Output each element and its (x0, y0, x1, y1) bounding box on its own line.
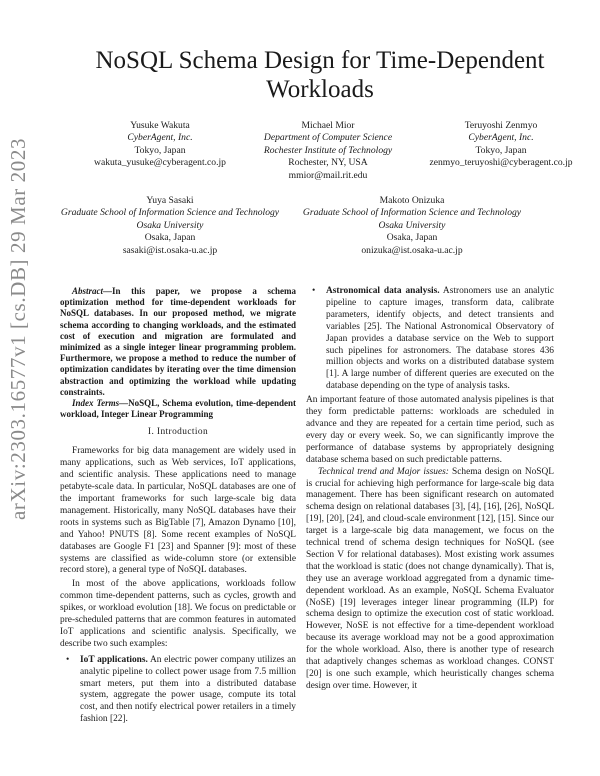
example-list (60, 655, 296, 726)
paper-title: NoSQL Schema Design for Time-Dependent Workloads (95, 47, 545, 103)
paragraph-label: Technical trend and Major issues: (318, 466, 449, 477)
author-email: onizuka@ist.osaka-u.ac.jp (361, 244, 463, 256)
abstract-label: Abstract (72, 286, 104, 296)
author-name: Teruyoshi Zenmyo (464, 120, 538, 131)
author-location: Tokyo, Japan (475, 144, 527, 156)
author-name: Yusuke Wakuta (130, 120, 190, 131)
right-paragraph-2 (306, 467, 554, 693)
intro-paragraph-1: Frameworks for big data management are widely used in many applications, such as Web services, IoT applications, and scientific analysis. These applications need to manage petabyte-scale data. In particular, NoSQL databases are one of the important frameworks for such large-scale big data management. Historically, many NoSQL databases have their roots in systems such as BigTable [7], Amazon Dynamo [10], and Yahoo! PNUTS [8]. Some recent examples of NoSQL databases are Google F1 [23] and Spanner [9]: most of these systems are classified as wide-column store (or extensible record store), a general type of NoSQL databases. (60, 446, 296, 576)
arxiv-identifier: arXiv:2303.16577v1 [cs.DB] 29 Mar 2023 (6, 137, 30, 520)
bullet-text: Astronomers use an analytic pipeline to capture images, transform data, calibrate parameters, identify objects, and detect transients and variables [25]. The National Astronomical Observatory of Japan provides a database service on the Web to support such pipelines for astronomers. The database stores 436 million objects and works on a distributed database system [1]. A large number of different queries are executed on the database depending on the type of analysis tasks. (326, 286, 554, 392)
list-item (60, 655, 296, 726)
author-name: Michael Mior (301, 120, 355, 131)
index-terms (60, 398, 296, 420)
index-terms-label: Index Terms (72, 398, 120, 409)
author-block-5 (294, 195, 530, 257)
author-affiliation: Osaka University (378, 219, 446, 231)
author-email: zenmyo_teruyoshi@cyberagent.co.jp (429, 157, 573, 169)
paragraph-text: Schema design on NoSQL is crucial for achieving high performance for large-scale big data management. There has been significant research on automated schema design on relational databases [3], [4], [16], [26], NoSQL [19], [20], [24], and cloud-scale environment [12], [15]. Since our target is a large-scale big data management, we focus on the technical trend of schema design techniques for NoSQL (see Section V for relational databases). Most existing work assumes that the workload is static (does not change dynamically). That is, they use an average workload aggregated from a dynamic time-dependent workload. As an example, NoSQL Schema Evaluator (NoSE) [19] leverages integer linear programming (ILP) for schema design to optimize the execution cost of static workload. However, NoSE is not effective for a time-dependent workload because its average workload may not be a good approximation for the whole workload. Also, there is another type of research that adaptively changes schemas as workload changes. CONST [20] is one such example, which heuristically changes schema design over time. However, it (306, 466, 554, 691)
author-location: Rochester, NY, USA (288, 157, 368, 169)
author-name: Yuya Sasaki (146, 195, 194, 206)
author-affiliation: Department of Computer Science (263, 132, 393, 144)
author-affiliation: Rochester Institute of Technology (263, 144, 393, 156)
author-email: sasaki@ist.osaka-u.ac.jp (122, 244, 218, 256)
author-location: Osaka, Japan (144, 232, 196, 244)
list-item (306, 286, 554, 393)
author-block-2 (228, 120, 428, 182)
intro-paragraph-2: In most of the above applications, workloads follow common time-dependent patterns, such as cycles, growth and spikes, or workload evolution [18]. We focus on predictable or pre-scheduled patterns that are common features in automated IoT applications and scientific analysis. Specifically, we describe two such examples: (60, 579, 296, 649)
bullet-label: Astronomical data analysis. (326, 286, 440, 296)
author-email: wakuta_yusuke@cyberagent.co.jp (94, 157, 226, 169)
bullet-label: IoT applications. (80, 654, 148, 665)
author-name: Makoto Onizuka (379, 195, 445, 206)
author-block-1 (78, 120, 242, 170)
index-terms-text: —NoSQL, Schema evolution, time-dependent workload, Integer Linear Programming (60, 398, 296, 420)
abstract (60, 286, 296, 398)
author-email: mmior@mail.rit.edu (288, 169, 368, 181)
author-location: Osaka, Japan (386, 232, 438, 244)
author-block-4 (52, 195, 288, 257)
author-location: Tokyo, Japan (134, 144, 186, 156)
author-affiliation: CyberAgent, Inc. (127, 132, 193, 144)
author-affiliation: Graduate School of Information Science and Technology (60, 207, 280, 219)
author-block-3 (404, 120, 598, 170)
bullet-text: An electric power company utilizes an analytic pipeline to collect power usage from 7.5 million smart meters, put them into a distributed database system, aggregate the power usage, compute its total cost, and then notify electrical power retailers in a timely fashion [22]. (80, 654, 296, 725)
author-affiliation: Graduate School of Information Science and Technology (302, 207, 522, 219)
right-paragraph-1: An important feature of those automated analysis pipelines is that they form predictable patterns: workloads are scheduled in advance and they are repeated for a certain time period, such as every day or every week. So, we can significantly improve the performance of database systems by appropriately designing database schema based on such predictable patterns. (306, 395, 554, 465)
author-affiliation: CyberAgent, Inc. (468, 132, 534, 144)
right-column (306, 286, 554, 693)
author-affiliation: Osaka University (136, 219, 204, 231)
section-heading: I. Introduction (147, 427, 209, 438)
abstract-text: —In this paper, we propose a schema optimization method for time-dependent workloads for NoSQL databases. In our proposed method, we migrate schema according to changing workloads, and the estimated cost of execution and migration are formulated and minimized as a single integer linear programming problem. Furthermore, we propose a method to reduce the number of optimization candidates by iterating over the time dimension abstraction and optimizing the workload while updating constraints. (60, 286, 296, 397)
example-list-continued (306, 286, 554, 393)
left-column (60, 286, 296, 726)
